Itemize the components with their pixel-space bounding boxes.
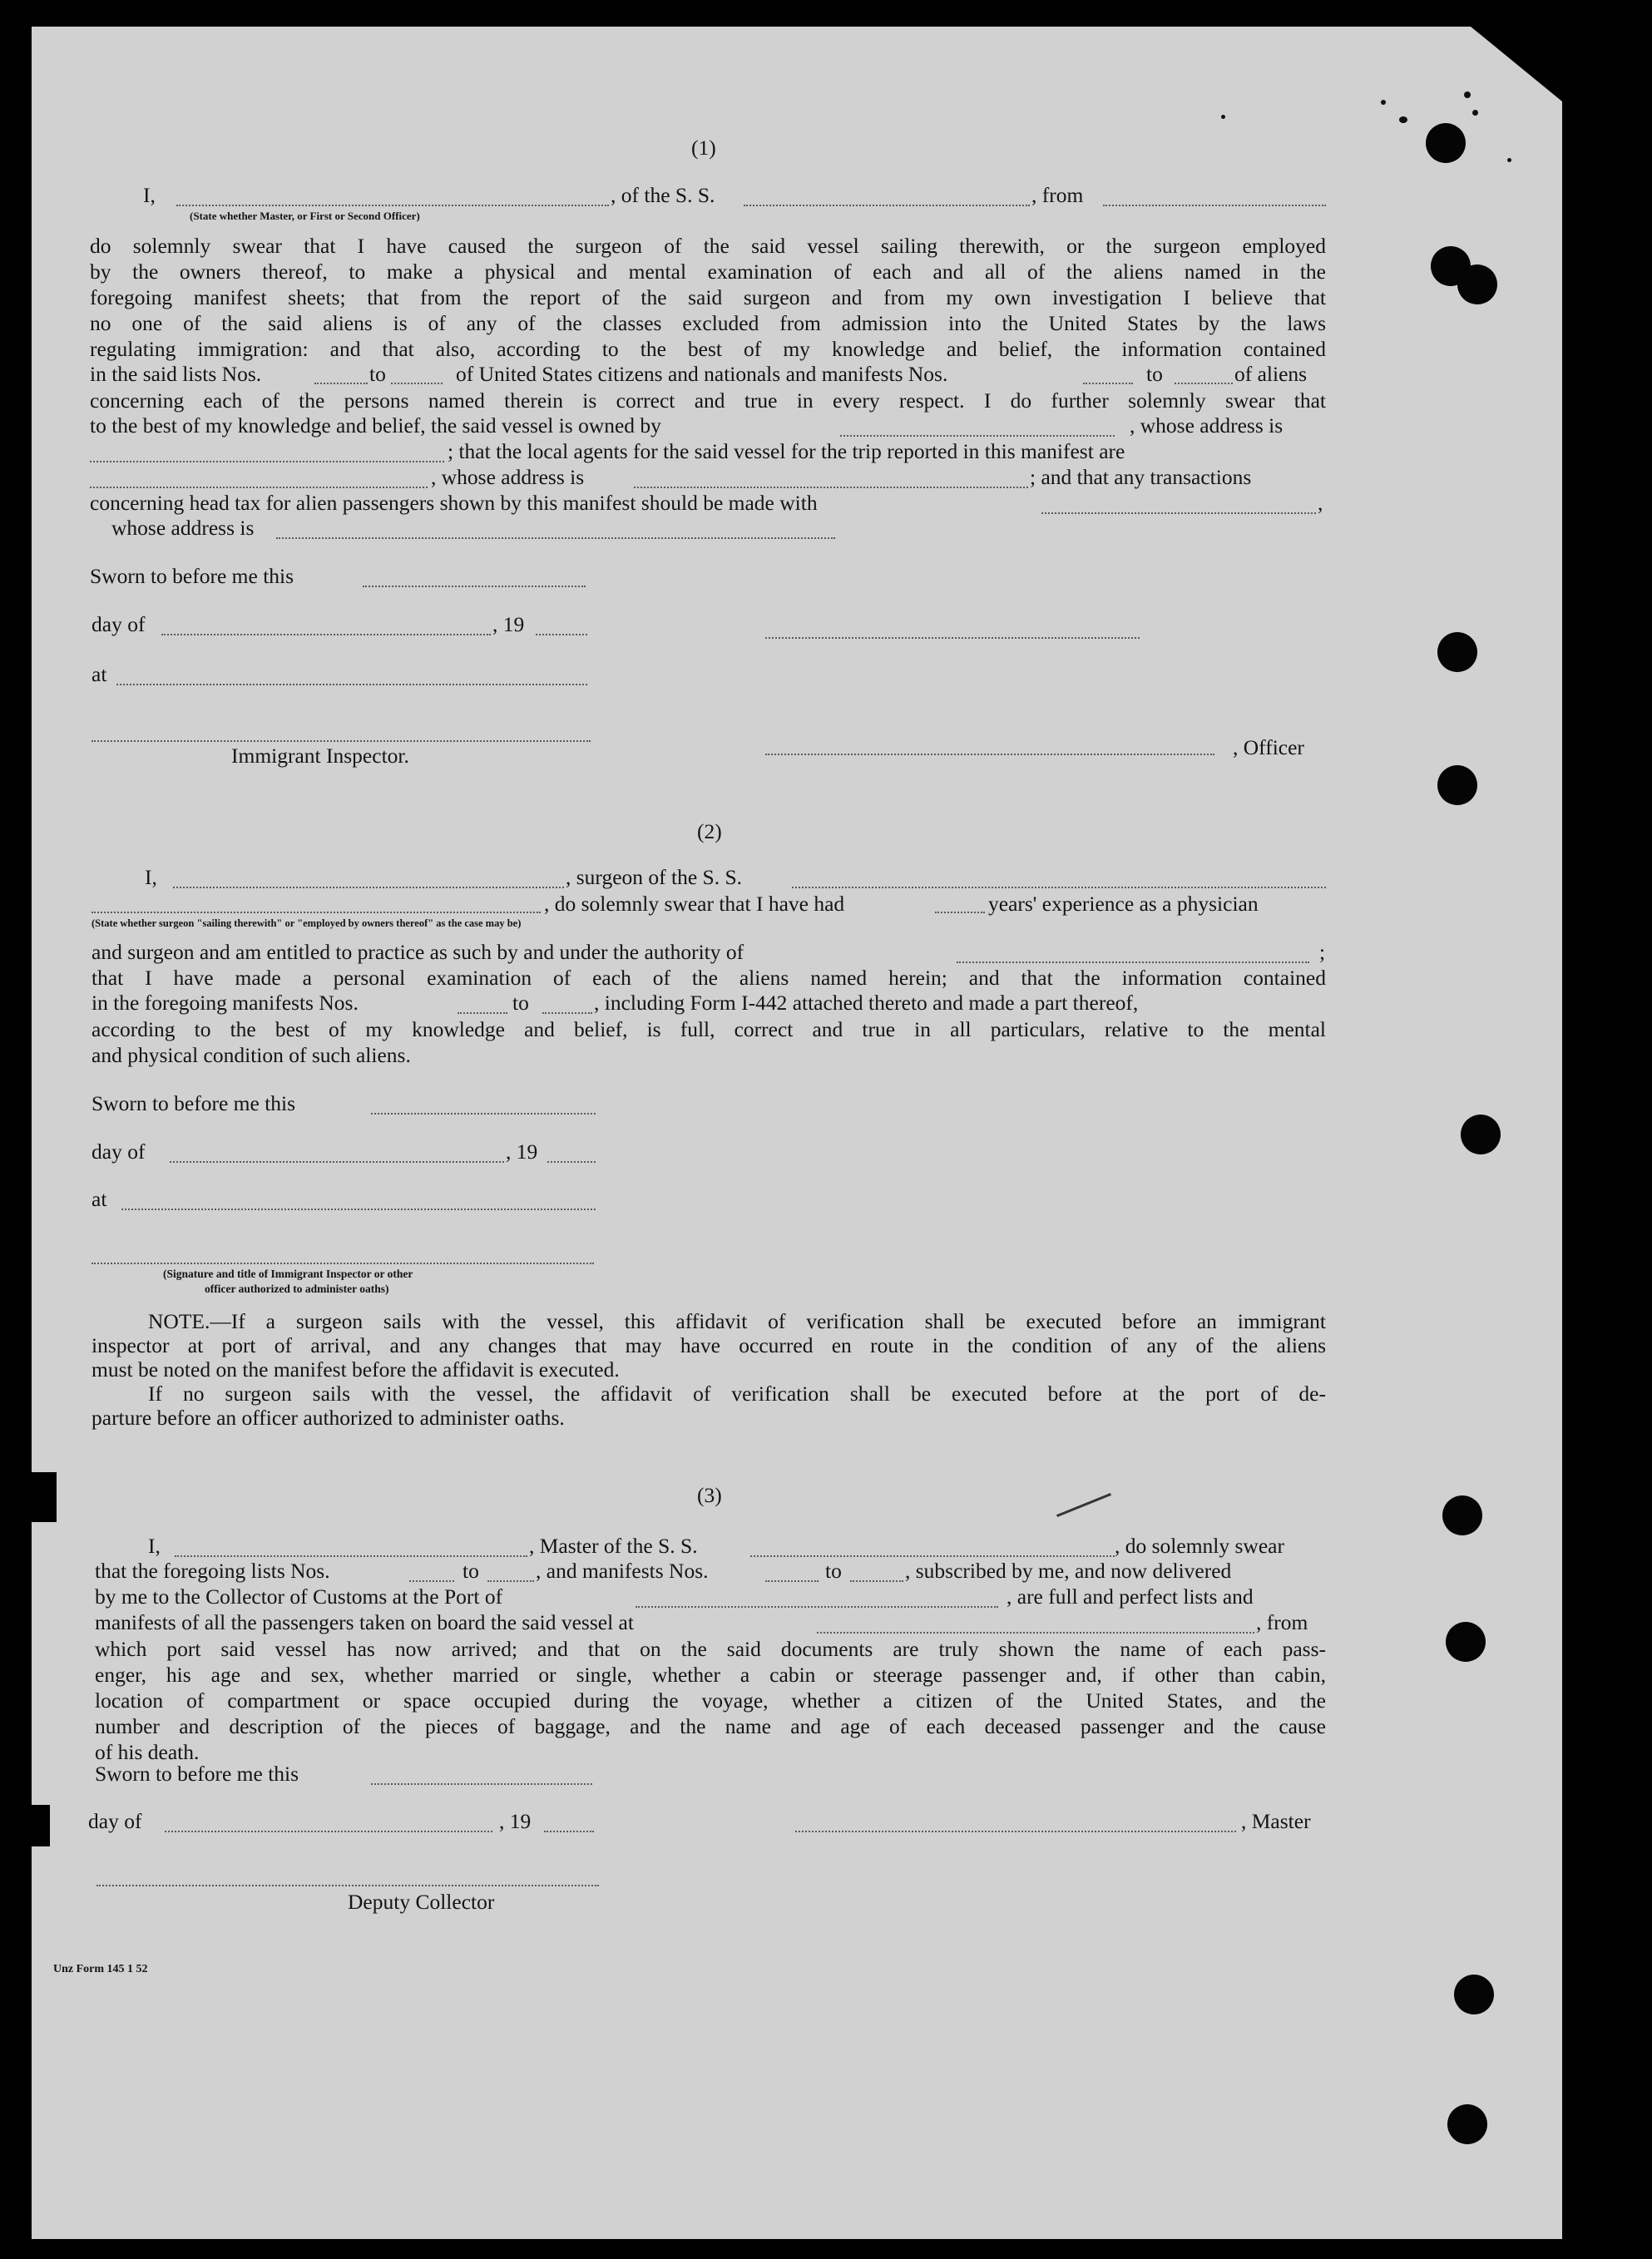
form-number: Unz Form 145 1 52 [53, 1963, 148, 1975]
list-no-from-field[interactable] [409, 1580, 454, 1582]
to-label: to [462, 1559, 479, 1583]
manifest-no-from-field[interactable] [765, 1580, 819, 1582]
to-label: to [825, 1559, 842, 1583]
oath-line: that I have made a personal examination of each of the aliens named herein; and that the information contained [92, 966, 1326, 990]
ink-speck [1381, 100, 1386, 105]
punch-hole [1442, 1495, 1482, 1535]
comma: , [1318, 491, 1323, 515]
owned-label: to the best of my knowledge and belief, the said vessel is owned by [90, 413, 661, 437]
ink-speck [1399, 116, 1407, 123]
from-port-field[interactable] [1103, 205, 1326, 206]
year-field[interactable] [547, 1161, 596, 1163]
oath-line: number and description of the pieces of baggage, and the name and age of each deceased passenger and the cause [95, 1714, 1326, 1738]
oath-line: foregoing manifest sheets; that from the report of the said surgeon and from my own investigation I believe that [90, 285, 1326, 309]
officer-name-field[interactable] [176, 205, 609, 206]
sworn-label: Sworn to before me this [95, 1762, 299, 1786]
torn-edge [32, 1805, 50, 1846]
year-label: , 19 [499, 1809, 532, 1833]
oath-line: regulating immigration: and that also, according to the best of my knowledge and belief, the information contained [90, 337, 1326, 361]
list-no-from-field[interactable] [314, 383, 368, 384]
oath-line: by the owners thereof, to make a physical and mental examination of each and all of the aliens named in the [90, 260, 1326, 284]
licensing-authority-field[interactable] [957, 961, 1309, 963]
note-line: parture before an officer authorized to administer oaths. [92, 1406, 565, 1430]
from-label: , from [1031, 183, 1084, 207]
signature-note: officer authorized to administer oaths) [205, 1283, 389, 1295]
embark-port-field[interactable] [817, 1632, 1254, 1634]
officer-rank-note: (State whether Master, or First or Second Officer) [190, 210, 420, 222]
manifests-label: , and manifests Nos. [536, 1559, 709, 1583]
collector-signature-field[interactable] [96, 1885, 599, 1886]
day-of-label: day of [92, 612, 146, 636]
headtax-address-field[interactable] [276, 537, 835, 539]
years-experience-field[interactable] [935, 912, 985, 913]
section-3-body [95, 1636, 1326, 1765]
agents-address-field[interactable] [634, 487, 1028, 488]
master-name-field[interactable] [175, 1555, 527, 1557]
day-of-label: day of [92, 1139, 146, 1164]
month-field[interactable] [165, 1831, 492, 1832]
sworn-label: Sworn to before me this [90, 564, 294, 588]
oath-line: enger, his age and sex, whether married or single, whether a cabin or steerage passenger and, if other than cabin, [95, 1663, 1326, 1687]
agents-label: ; that the local agents for the said vessel for the trip reported in this manifest are [448, 439, 1125, 463]
perfect-lists-label: , are full and perfect lists and [1007, 1584, 1254, 1609]
manifests-vessel-label: manifests of all the passengers taken on board the said vessel at [95, 1610, 634, 1634]
inspector-signature-field[interactable] [92, 740, 591, 742]
at-label: at [92, 662, 107, 686]
section-1-heading: (1) [691, 136, 716, 160]
note-line: NOTE.—If a surgeon sails with the vessel, this affidavit of verification shall be executed before an immigrant [148, 1309, 1326, 1333]
ink-speck [1507, 158, 1511, 162]
note-line: If no surgeon sails with the vessel, the affidavit of verification shall be executed before at the port of de- [148, 1382, 1326, 1406]
punch-hole [1447, 2104, 1487, 2144]
authority-label: and surgeon and am entitled to practice as such by and under the authority of [92, 940, 744, 964]
punch-hole [1437, 632, 1477, 672]
oath-line: of his death. [95, 1740, 200, 1764]
swear-label: , do solemnly swear [1115, 1534, 1284, 1558]
place-field[interactable] [121, 1209, 596, 1210]
from-label: , from [1256, 1610, 1308, 1634]
note-line: inspector at port of arrival, and any changes that may have occurred en route in the condition of any of the aliens [92, 1333, 1326, 1357]
lists-label: that the foregoing lists Nos. [95, 1559, 330, 1583]
sworn-label: Sworn to before me this [92, 1091, 296, 1115]
torn-edge [32, 1472, 57, 1522]
agents-address-label: , whose address is [431, 465, 585, 489]
punch-hole [1454, 1975, 1494, 2014]
to-label: to [1146, 362, 1163, 386]
officer-label: , Officer [1233, 735, 1304, 759]
master-label: , Master [1241, 1809, 1311, 1833]
master-signature-field[interactable] [795, 1831, 1236, 1832]
oath-i-label: I, [145, 865, 157, 889]
manifest-no-to-field[interactable] [542, 1012, 592, 1014]
at-label: at [92, 1187, 107, 1211]
transactions-label: ; and that any transactions [1030, 465, 1252, 489]
to-label: to [512, 991, 529, 1015]
oath-line: concerning each of the persons named therein is correct and true in every respect. I do further solemnly swear that [90, 388, 1326, 413]
whose-address-label: whose address is [111, 516, 255, 540]
headtax-agent-field[interactable] [1041, 512, 1316, 514]
section-1-concerning [90, 388, 1326, 413]
lists-label: in the said lists Nos. [90, 362, 262, 386]
subscribed-label: , subscribed by me, and now delivered [905, 1559, 1232, 1583]
oath-line: which port said vessel has now arrived; and that on the said documents are truly shown the name of each pass- [95, 1637, 1326, 1661]
master-vessel-field[interactable] [750, 1555, 1115, 1557]
punch-hole [1457, 264, 1497, 304]
officer-signature-field[interactable] [765, 637, 1140, 639]
place-field[interactable] [116, 684, 587, 685]
foregoing-label: in the foregoing manifests Nos. [92, 991, 359, 1015]
oath-line: no one of the said aliens is of any of the classes excluded from admission into the United States by the laws [90, 311, 1326, 335]
inspector-title: Immigrant Inspector. [231, 744, 409, 768]
oath-line: according to the best of my knowledge and belief, is full, correct and true in all particulars, relative to the mental [92, 1017, 1326, 1041]
surgeon-vessel-label: , surgeon of the S. S. [566, 865, 743, 889]
local-agents-field[interactable] [90, 487, 428, 488]
vessel-name-field[interactable] [744, 205, 1030, 206]
citizens-label: of United States citizens and nationals and manifests Nos. [456, 362, 948, 386]
master-vessel-label: , Master of the S. S. [529, 1534, 698, 1558]
year-label: , 19 [506, 1139, 538, 1164]
year-label: , 19 [492, 612, 525, 636]
month-field[interactable] [161, 634, 491, 635]
oath-line: do solemnly swear that I have caused the surgeon of the said vessel sailing therewith, or the surgeon employed [90, 234, 1326, 258]
deputy-collector-title: Deputy Collector [348, 1890, 495, 1914]
semicolon: ; [1319, 940, 1326, 964]
year-field[interactable] [544, 1831, 594, 1832]
owner-address-label: , whose address is [1130, 413, 1284, 437]
year-field[interactable] [536, 634, 587, 635]
physician-label: years' experience as a physician [988, 892, 1259, 916]
officer-title-field[interactable] [765, 754, 1214, 755]
sworn-date-field[interactable] [371, 1783, 592, 1785]
punch-hole [1426, 123, 1466, 163]
punch-hole [1437, 765, 1477, 805]
sworn-date-field[interactable] [371, 1113, 596, 1115]
day-of-label: day of [88, 1809, 142, 1833]
vessel-owner-field[interactable] [840, 435, 1115, 437]
note-line: must be noted on the manifest before the affidavit is executed. [92, 1357, 620, 1382]
surgeon-vessel-field[interactable] [792, 887, 1326, 888]
month-field[interactable] [170, 1161, 504, 1163]
section-3-heading: (3) [697, 1483, 722, 1507]
ink-speck [1221, 115, 1225, 119]
section-2-personal [92, 965, 1326, 991]
oath-line: and physical condition of such aliens. [92, 1043, 411, 1067]
section-1-oath-body [90, 233, 1326, 362]
manifest-no-from-field[interactable] [1083, 383, 1133, 384]
manifest-no-to-field[interactable] [850, 1580, 903, 1582]
surgeon-status-note: (State whether surgeon "sailing therewith" or "employed by owners thereof" as the case may be) [92, 917, 522, 929]
port-field[interactable] [636, 1606, 998, 1608]
list-no-to-field[interactable] [391, 383, 443, 384]
surgeon-note-block [92, 1309, 1326, 1430]
collector-label: by me to the Collector of Customs at the Port of [95, 1584, 503, 1609]
punch-hole [1461, 1115, 1501, 1154]
owner-address-field[interactable] [90, 461, 444, 462]
headtax-label: concerning head tax for alien passengers shown by this manifest should be made with [90, 491, 818, 515]
signature-note: (Signature and title of Immigrant Inspector or other [163, 1268, 413, 1280]
punch-hole [1446, 1622, 1486, 1662]
inspector-signature-field[interactable] [92, 1263, 594, 1264]
section-2-heading: (2) [697, 819, 722, 843]
surgeon-status-field[interactable] [92, 912, 541, 913]
list-no-to-field[interactable] [487, 1580, 534, 1582]
experience-label: , do solemnly swear that I have had [544, 892, 845, 916]
sworn-date-field[interactable] [363, 586, 586, 587]
aliens-label: of aliens [1234, 362, 1308, 386]
to-label: to [369, 362, 386, 386]
oath-i-label: I, [148, 1534, 161, 1558]
ink-speck [1464, 91, 1471, 98]
form-i442-label: , including Form I-442 attached thereto and made a part thereof, [594, 991, 1139, 1015]
manifest-no-from-field[interactable] [458, 1012, 507, 1014]
manifest-no-to-field[interactable] [1175, 383, 1233, 384]
surgeon-name-field[interactable] [173, 887, 564, 888]
section-2-body [92, 1016, 1326, 1068]
ink-speck [1472, 110, 1478, 116]
oath-line: location of compartment or space occupied during the voyage, whether a citizen of the United States, and the [95, 1688, 1326, 1713]
vessel-label: , of the S. S. [611, 183, 715, 207]
oath-i-label: I, [143, 183, 156, 207]
